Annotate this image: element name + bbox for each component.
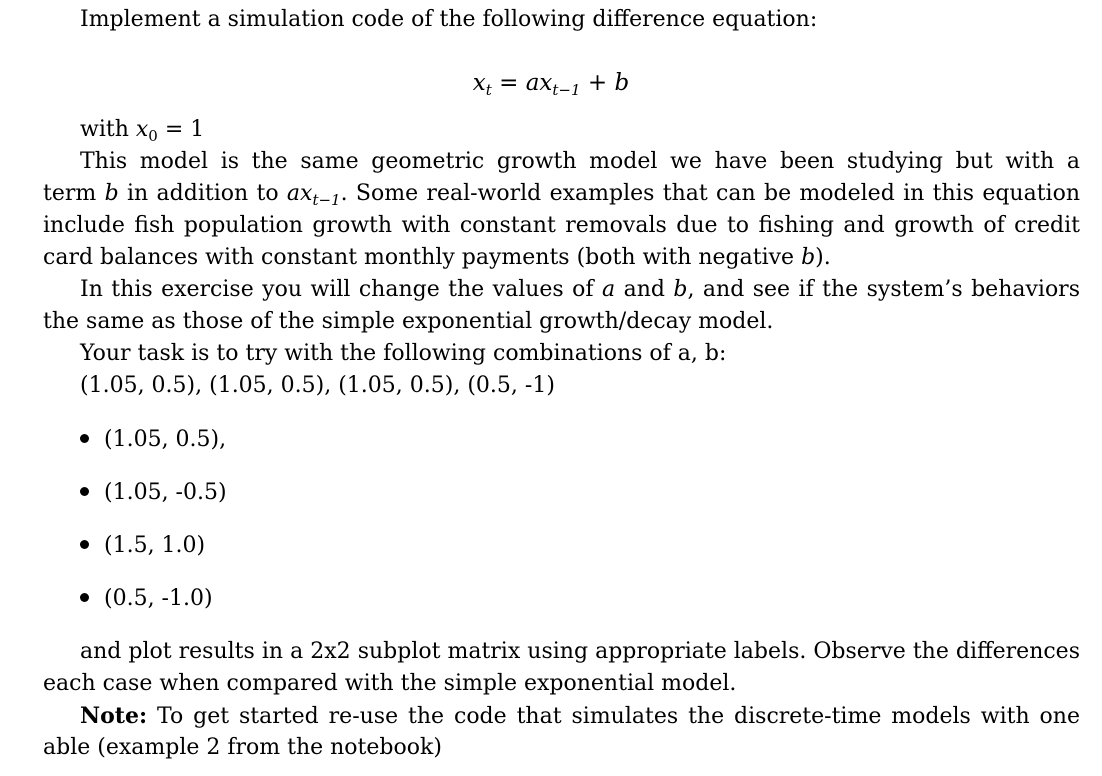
para1-line3: include fish population growth with constant removals due to fishing and growth of credit [43,213,1080,238]
task-line2: (1.05, 0.5), (1.05, 0.5), (1.05, 0.5), (0.5, -1) [80,373,555,398]
note-line1: Note: To get started re-use the code that simulates the discrete-time models with one [80,703,1080,729]
task-line1: Your task is to try with the following combinations of a, b: [80,341,727,366]
para3-line2: each case when compared with the simple exponential model. [43,671,737,696]
bullet-icon [80,593,89,602]
para1-line1: This model is the same geometric growth model we have been studying but with a [80,149,1080,174]
para3-line1: and plot results in a 2x2 subplot matrix using appropriate labels. Observe the differences [80,639,1080,664]
list-item: (0.5, -1.0) [80,583,213,615]
bullet-icon [80,434,89,443]
note-label: Note: [80,703,148,729]
para1-line4: card balances with constant monthly payments (both with negative b). [43,245,831,270]
list-item: (1.05, -0.5) [80,477,227,509]
para1-line2: term b in addition to $ax_{t-1}$. Some real-world examples that can be modeled in this equation [43,181,1080,209]
list-item: (1.5, 1.0) [80,530,205,562]
list-item: (1.05, 0.5), [80,424,226,456]
note-line2: able (example 2 from the notebook) [43,735,442,760]
intro-text: Implement a simulation code of the following difference equation: [80,7,818,32]
para2-line1: In this exercise you will change the values of a and b, and see if the system’s behaviors [80,277,1080,302]
para2-line2: the same as those of the simple exponential growth/decay model. [43,309,774,334]
bullet-icon [80,487,89,496]
difference-equation: $x_t = ax_{t-1} + b$ [472,70,630,99]
bullet-icon [80,540,89,549]
initial-condition: with $x_0 = 1$ [80,117,205,145]
